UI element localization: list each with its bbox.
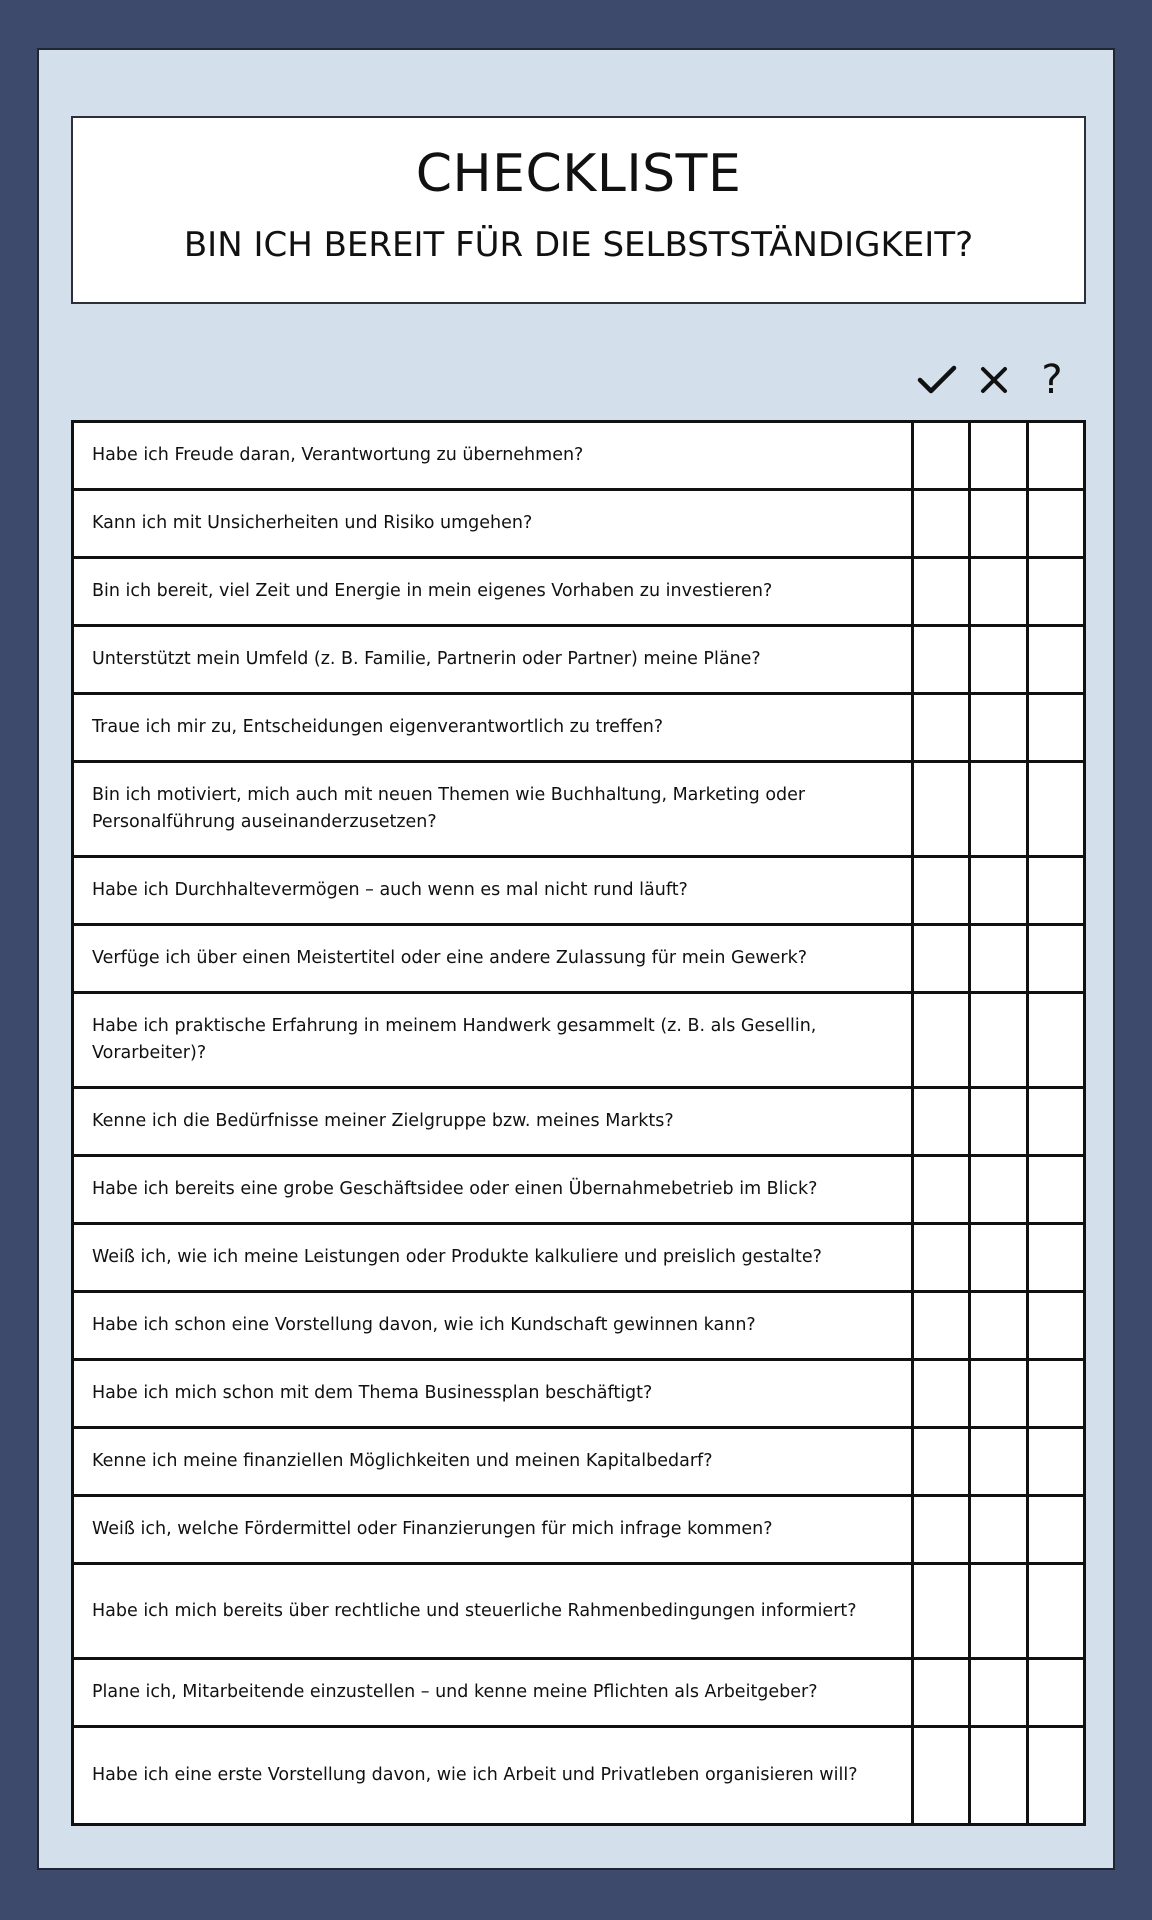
checkbox-unsure[interactable] [1026, 994, 1084, 1086]
question-text: Habe ich praktische Erfahrung in meinem Handwerk gesammelt (z. B. als Gesellin, Vorarbeiter)? [92, 1016, 817, 1063]
question-text: Habe ich schon eine Vorstellung davon, wie ich Kundschaft gewinnen kann? [92, 1315, 756, 1335]
checklist-row [74, 1429, 1083, 1497]
checkbox-unsure[interactable] [1026, 858, 1084, 923]
checkbox-no[interactable] [968, 1565, 1026, 1657]
checklist-row [74, 1497, 1083, 1565]
question-text: Plane ich, Mitarbeitende einzustellen – und kenne meine Pflichten als Arbeitgeber? [92, 1682, 818, 1702]
checkbox-no[interactable] [968, 858, 1026, 923]
question-text: Kenne ich meine finanziellen Möglichkeiten und meinen Kapitalbedarf? [92, 1451, 713, 1471]
question-text: Habe ich mich bereits über rechtliche und steuerliche Rahmenbedingungen informiert? [92, 1600, 857, 1621]
checkbox-no[interactable] [968, 491, 1026, 556]
checkbox-unsure[interactable] [1026, 559, 1084, 624]
checkbox-yes[interactable] [911, 763, 969, 855]
checkbox-no[interactable] [968, 627, 1026, 692]
question-text: Bin ich motiviert, mich auch mit neuen Themen wie Buchhaltung, Marketing oder Personalführung auseinanderzusetzen? [92, 785, 806, 832]
checkbox-no[interactable] [968, 1728, 1026, 1823]
checklist-row [74, 763, 1083, 858]
checkbox-unsure[interactable] [1026, 1361, 1084, 1426]
checklist-row [74, 1293, 1083, 1361]
checklist-row [74, 423, 1083, 491]
checkbox-no[interactable] [968, 1225, 1026, 1290]
checkbox-unsure[interactable] [1026, 763, 1084, 855]
checklist-row [74, 1089, 1083, 1157]
question-text: Kenne ich die Bedürfnisse meiner Zielgruppe bzw. meines Markts? [92, 1111, 674, 1131]
checklist-row [74, 491, 1083, 559]
checkbox-no[interactable] [968, 994, 1026, 1086]
question-text: Kann ich mit Unsicherheiten und Risiko umgehen? [92, 513, 533, 533]
checkbox-yes[interactable] [911, 1157, 969, 1222]
title-box [71, 116, 1086, 304]
checkbox-no[interactable] [968, 1089, 1026, 1154]
question-text: Habe ich Durchhaltevermögen – auch wenn es mal nicht rund läuft? [92, 880, 688, 900]
checkbox-no[interactable] [968, 559, 1026, 624]
checkbox-yes[interactable] [911, 1728, 969, 1823]
question-text: Weiß ich, wie ich meine Leistungen oder Produkte kalkuliere und preislich gestalte? [92, 1247, 822, 1267]
checklist-row [74, 695, 1083, 763]
checkbox-unsure[interactable] [1026, 1293, 1084, 1358]
checkbox-no[interactable] [968, 695, 1026, 760]
checkbox-unsure[interactable] [1026, 1225, 1084, 1290]
checklist-row [74, 1728, 1083, 1823]
checklist-table [71, 420, 1086, 1826]
checkbox-unsure[interactable] [1026, 423, 1084, 488]
checklist-row [74, 1157, 1083, 1225]
checkbox-yes[interactable] [911, 1225, 969, 1290]
checklist-row [74, 858, 1083, 926]
question-text: Unterstützt mein Umfeld (z. B. Familie, Partnerin oder Partner) meine Pläne? [92, 649, 761, 669]
checklist-row [74, 627, 1083, 695]
checklist-sheet [37, 48, 1115, 1870]
checkbox-yes[interactable] [911, 858, 969, 923]
checklist-row [74, 559, 1083, 627]
question-text: Verfüge ich über einen Meistertitel oder eine andere Zulassung für mein Gewerk? [92, 948, 808, 968]
page-title: CHECKLISTE [415, 144, 742, 204]
question-text: Habe ich eine erste Vorstellung davon, wie ich Arbeit und Privatleben organisieren will? [92, 1765, 858, 1785]
checkbox-no[interactable] [968, 763, 1026, 855]
checkbox-unsure[interactable] [1026, 1089, 1084, 1154]
question-text: Habe ich mich schon mit dem Thema Businessplan beschäftigt? [92, 1383, 653, 1403]
checklist-row [74, 1660, 1083, 1728]
checkbox-no[interactable] [968, 1293, 1026, 1358]
checkbox-no[interactable] [968, 1497, 1026, 1562]
checklist-row [74, 926, 1083, 994]
checkbox-unsure[interactable] [1026, 491, 1084, 556]
checkbox-no[interactable] [968, 423, 1026, 488]
checkbox-yes[interactable] [911, 695, 969, 760]
checkbox-unsure[interactable] [1026, 1497, 1084, 1562]
checkbox-yes[interactable] [911, 1429, 969, 1494]
checklist-row [74, 994, 1083, 1089]
checkbox-yes[interactable] [911, 1293, 969, 1358]
checkbox-unsure[interactable] [1026, 1565, 1084, 1657]
checkbox-no[interactable] [968, 1361, 1026, 1426]
page-subtitle: BIN ICH BEREIT FÜR DIE SELBSTSTÄNDIGKEIT? [183, 225, 974, 265]
checkbox-yes[interactable] [911, 1361, 969, 1426]
checkbox-unsure[interactable] [1026, 926, 1084, 991]
checkbox-yes[interactable] [911, 1497, 969, 1562]
checkbox-yes[interactable] [911, 491, 969, 556]
checkbox-yes[interactable] [911, 1660, 969, 1725]
question-text: Bin ich bereit, viel Zeit und Energie in mein eigenes Vorhaben zu investieren? [92, 581, 773, 601]
question-text: Habe ich bereits eine grobe Geschäftsidee oder einen Übernahmebetrieb im Blick? [92, 1179, 818, 1199]
checkbox-unsure[interactable] [1026, 695, 1084, 760]
cross-icon [965, 358, 1023, 402]
checkbox-yes[interactable] [911, 423, 969, 488]
checklist-row [74, 1361, 1083, 1429]
question-mark-label: ? [1041, 357, 1063, 403]
checkbox-unsure[interactable] [1026, 1728, 1084, 1823]
checkbox-yes[interactable] [911, 627, 969, 692]
question-text: Traue ich mir zu, Entscheidungen eigenverantwortlich zu treffen? [92, 717, 664, 737]
checkbox-unsure[interactable] [1026, 1157, 1084, 1222]
question-text: Habe ich Freude daran, Verantwortung zu übernehmen? [92, 445, 584, 465]
checkbox-unsure[interactable] [1026, 1429, 1084, 1494]
checkbox-yes[interactable] [911, 926, 969, 991]
question-text: Weiß ich, welche Fördermittel oder Finanzierungen für mich infrage kommen? [92, 1519, 773, 1539]
checklist-row [74, 1565, 1083, 1660]
checkbox-yes[interactable] [911, 994, 969, 1086]
checkbox-unsure[interactable] [1026, 627, 1084, 692]
checkbox-no[interactable] [968, 926, 1026, 991]
checkbox-no[interactable] [968, 1660, 1026, 1725]
checkbox-no[interactable] [968, 1429, 1026, 1494]
checkbox-yes[interactable] [911, 1565, 969, 1657]
checkbox-no[interactable] [968, 1157, 1026, 1222]
checkbox-unsure[interactable] [1026, 1660, 1084, 1725]
checkbox-yes[interactable] [911, 559, 969, 624]
checkbox-yes[interactable] [911, 1089, 969, 1154]
checklist-row [74, 1225, 1083, 1293]
check-icon [908, 358, 966, 402]
